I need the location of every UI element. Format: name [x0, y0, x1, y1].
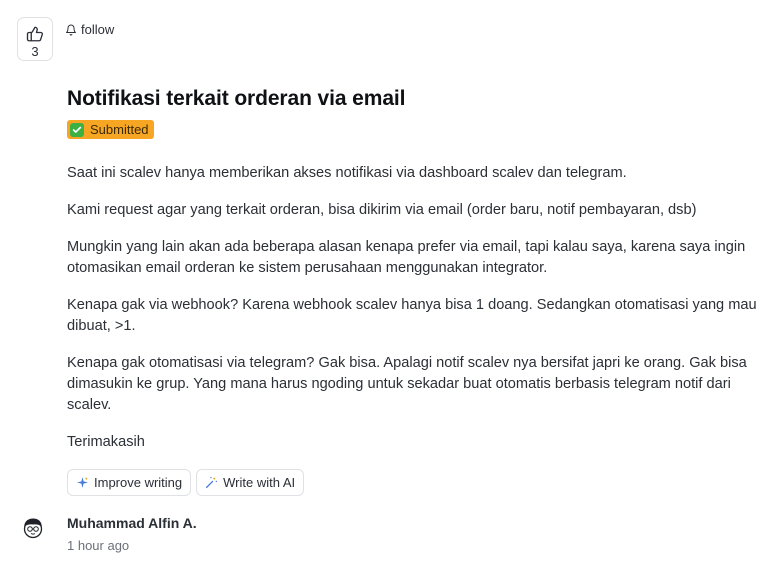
check-mark-icon — [70, 123, 84, 137]
write-with-ai-button[interactable] — [196, 469, 304, 496]
post-timestamp: 1 hour ago — [67, 538, 130, 553]
vote-count: 3 — [31, 44, 39, 59]
avatar-icon — [20, 515, 46, 541]
follow-button[interactable] — [65, 22, 114, 37]
post-paragraph: Mungkin yang lain akan ada beberapa alasan kenapa prefer via email, tapi kalau saya, karena saya ingin otomasikan email orderan ke sistem perusahaan menggunakan integrator. — [67, 239, 746, 276]
post-body — [67, 163, 767, 469]
post-paragraph: Saat ini scalev hanya memberikan akses notifikasi via dashboard scalev dan telegram. — [67, 165, 627, 181]
post-paragraph: Kenapa gak via webhook? Karena webhook scalev hanya bisa 1 doang. Sedangkan otomatisasi yang mau dibuat, >1. — [67, 297, 757, 334]
improve-writing-button[interactable] — [67, 469, 191, 496]
follow-label: follow — [81, 22, 115, 37]
sparkles-icon — [76, 476, 89, 489]
author-name[interactable]: Muhammad Alfin A. — [67, 515, 197, 531]
upvote-button[interactable] — [17, 17, 53, 61]
ai-actions — [67, 469, 304, 496]
improve-writing-label: Improve writing — [94, 475, 183, 490]
status-badge — [67, 120, 154, 139]
post-title: Notifikasi terkait orderan via email — [67, 87, 406, 110]
write-with-ai-label: Write with AI — [223, 475, 296, 490]
status-label: Submitted — [90, 122, 149, 137]
thumbs-up-icon — [26, 25, 44, 43]
post-paragraph: Terimakasih — [67, 434, 145, 450]
magic-wand-icon — [205, 476, 218, 489]
post-paragraph: Kami request agar yang terkait orderan, bisa dikirim via email (order baru, notif pembayaran, dsb) — [67, 202, 697, 218]
bell-icon — [65, 24, 77, 36]
post-paragraph: Kenapa gak otomatisasi via telegram? Gak bisa. Apalagi notif scalev nya bersifat japri ke orang. Gak bisa dimasukin ke grup. Yang mana harus ngoding untuk sekadar buat otomatis berbasis telegram notif dari scalev. — [67, 355, 747, 413]
